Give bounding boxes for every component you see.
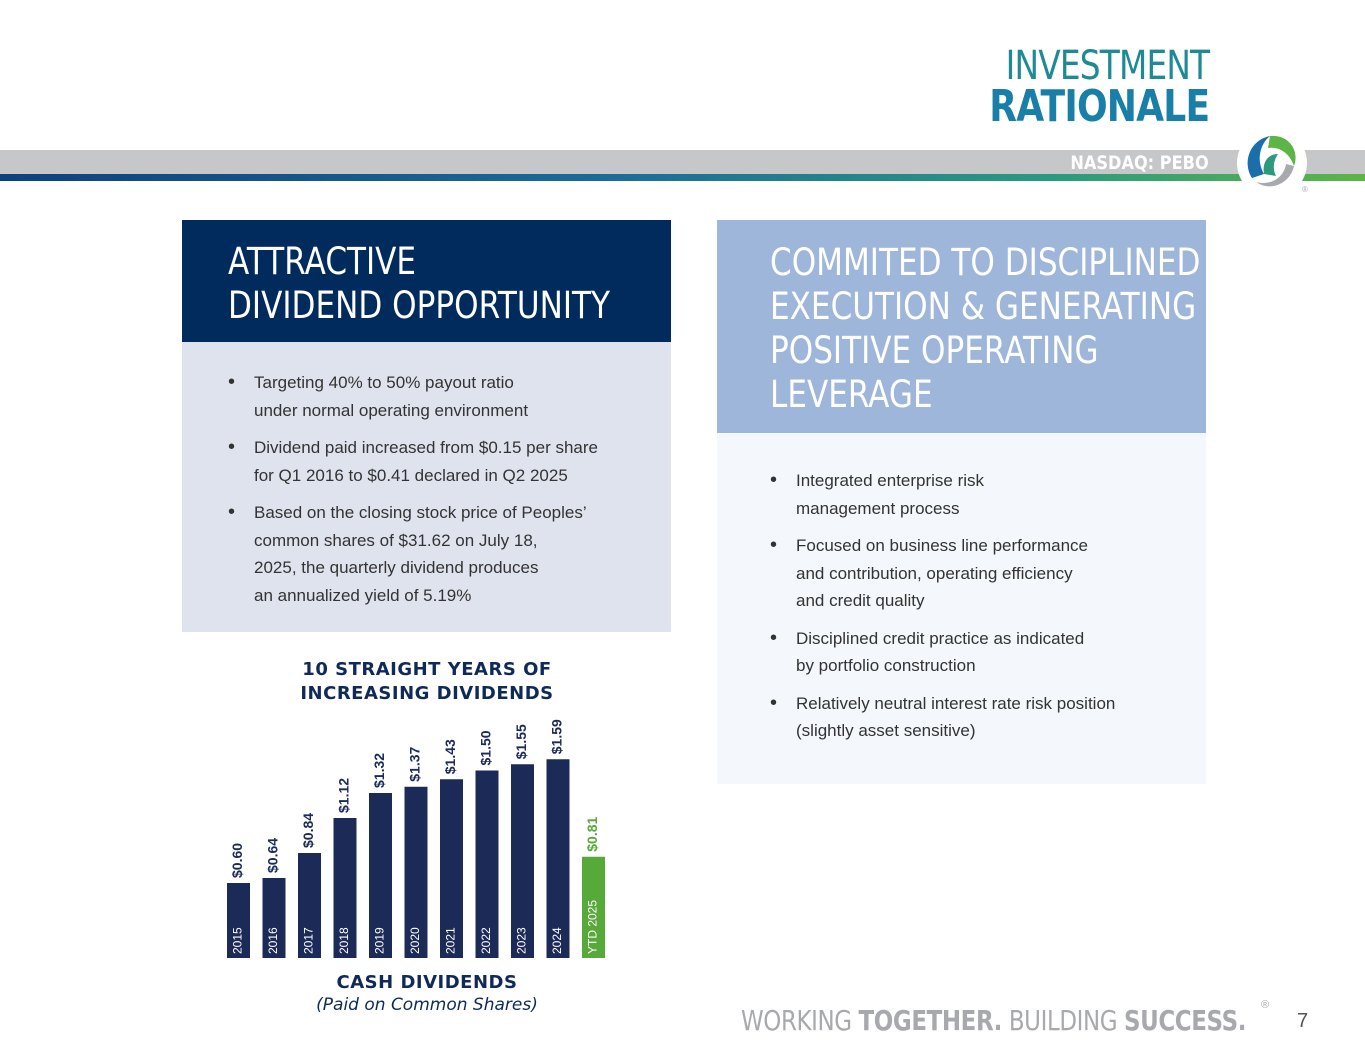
chart-value-label: $0.81 xyxy=(584,816,601,852)
page-number: 7 xyxy=(1297,1010,1309,1032)
chart-category-label: 2021 xyxy=(443,927,458,954)
company-tagline xyxy=(741,1004,1246,1037)
chart-title: 10 STRAIGHT YEARS OF INCREASING DIVIDENDS xyxy=(300,659,554,704)
bullet-text: • Dividend paid increased from $0.15 per share for Q1 2016 to $0.41 declared in Q2 2025 xyxy=(254,438,598,485)
heading-line: DIVIDEND OPPORTUNITY xyxy=(228,284,611,327)
chart-category-label: 2018 xyxy=(337,927,352,954)
bullet-item xyxy=(228,369,658,424)
chart-value-label: $1.43 xyxy=(442,739,459,775)
heading-line: COMMITED TO DISCIPLINED xyxy=(770,241,1201,284)
chart-category-label: 2016 xyxy=(266,927,281,954)
bullet-item xyxy=(770,625,1200,680)
dividend-panel-header xyxy=(182,220,671,342)
bullet-item xyxy=(228,434,658,489)
heading-line: LEVERAGE xyxy=(770,373,933,416)
ticker-symbol: NASDAQ: PEBO xyxy=(1070,152,1209,174)
section-title xyxy=(941,43,1209,132)
bullet-text: • Relatively neutral interest rate risk position (slightly asset sensitive) xyxy=(796,693,1116,740)
bullet-text: • Integrated enterprise risk management process xyxy=(796,471,985,518)
chart-axis-subtitle: (Paid on Common Shares) xyxy=(316,995,538,1015)
bullet-text: • Disciplined credit practice as indicated by portfolio construction xyxy=(796,628,1085,675)
chart-category-label: 2017 xyxy=(301,927,316,954)
heading-line: ATTRACTIVE xyxy=(228,240,417,283)
tagline-part: BUILDING xyxy=(1001,1004,1124,1037)
chart-value-label: $0.84 xyxy=(300,812,317,848)
chart-value-label: $1.12 xyxy=(335,777,352,813)
bullet-text: • Based on the closing stock price of Peoples’ common shares of $31.62 on July 18, 2025, the quarterly dividend produces an annualized yield of 5.19% xyxy=(254,503,587,605)
chart-axis-title: CASH DIVIDENDS xyxy=(336,972,518,993)
bullet-item xyxy=(228,499,658,609)
header-gradient-stripe xyxy=(0,174,1365,181)
svg-text:®: ® xyxy=(1302,185,1308,194)
chart-category-label: 2024 xyxy=(550,927,565,954)
chart-category-label: 2022 xyxy=(479,927,494,954)
dividend-panel-heading xyxy=(228,240,610,328)
section-title-line2: RATIONALE xyxy=(989,81,1209,132)
chart-category-label: 2020 xyxy=(408,927,423,954)
chart-value-label: $1.55 xyxy=(513,724,530,760)
tagline-part: WORKING xyxy=(741,1004,859,1037)
bullet-text: • Focused on business line performance and contribution, operating efficiency and credit quality xyxy=(796,536,1088,610)
chart-category-label: 2023 xyxy=(514,927,529,954)
tagline-part: SUCCESS. xyxy=(1123,1004,1247,1037)
chart-value-label: $1.59 xyxy=(548,719,565,755)
heading-line: EXECUTION & GENERATING xyxy=(770,285,1197,328)
bullet-item xyxy=(770,532,1200,615)
dividend-bar-chart xyxy=(200,700,640,962)
dividend-bullet-list xyxy=(228,369,658,619)
chart-category-label: YTD 2025 xyxy=(585,899,600,954)
chart-value-label: $0.60 xyxy=(229,842,246,878)
execution-bullet-list xyxy=(770,467,1200,755)
heading-line: POSITIVE OPERATING xyxy=(770,329,1099,372)
registered-mark: ® xyxy=(1261,999,1270,1011)
peoples-bancorp-logo-icon xyxy=(1234,126,1314,200)
chart-value-label: $1.32 xyxy=(371,752,388,788)
chart-value-label: $0.64 xyxy=(264,837,281,873)
bullet-text: • Targeting 40% to 50% payout ratio under normal operating environment xyxy=(254,373,529,420)
tagline-part: TOGETHER. xyxy=(858,1004,1002,1037)
execution-panel-header xyxy=(717,220,1206,433)
dividend-panel-body xyxy=(182,342,671,632)
chart-category-label: 2015 xyxy=(230,927,245,954)
execution-panel-heading xyxy=(770,241,1200,417)
bullet-item xyxy=(770,690,1200,745)
bullet-item xyxy=(770,467,1200,522)
section-title-line1: INVESTMENT xyxy=(1005,43,1209,89)
chart-value-label: $1.37 xyxy=(406,746,423,782)
chart-category-label: 2019 xyxy=(372,927,387,954)
chart-value-label: $1.50 xyxy=(477,730,494,766)
execution-panel-body xyxy=(717,433,1206,784)
